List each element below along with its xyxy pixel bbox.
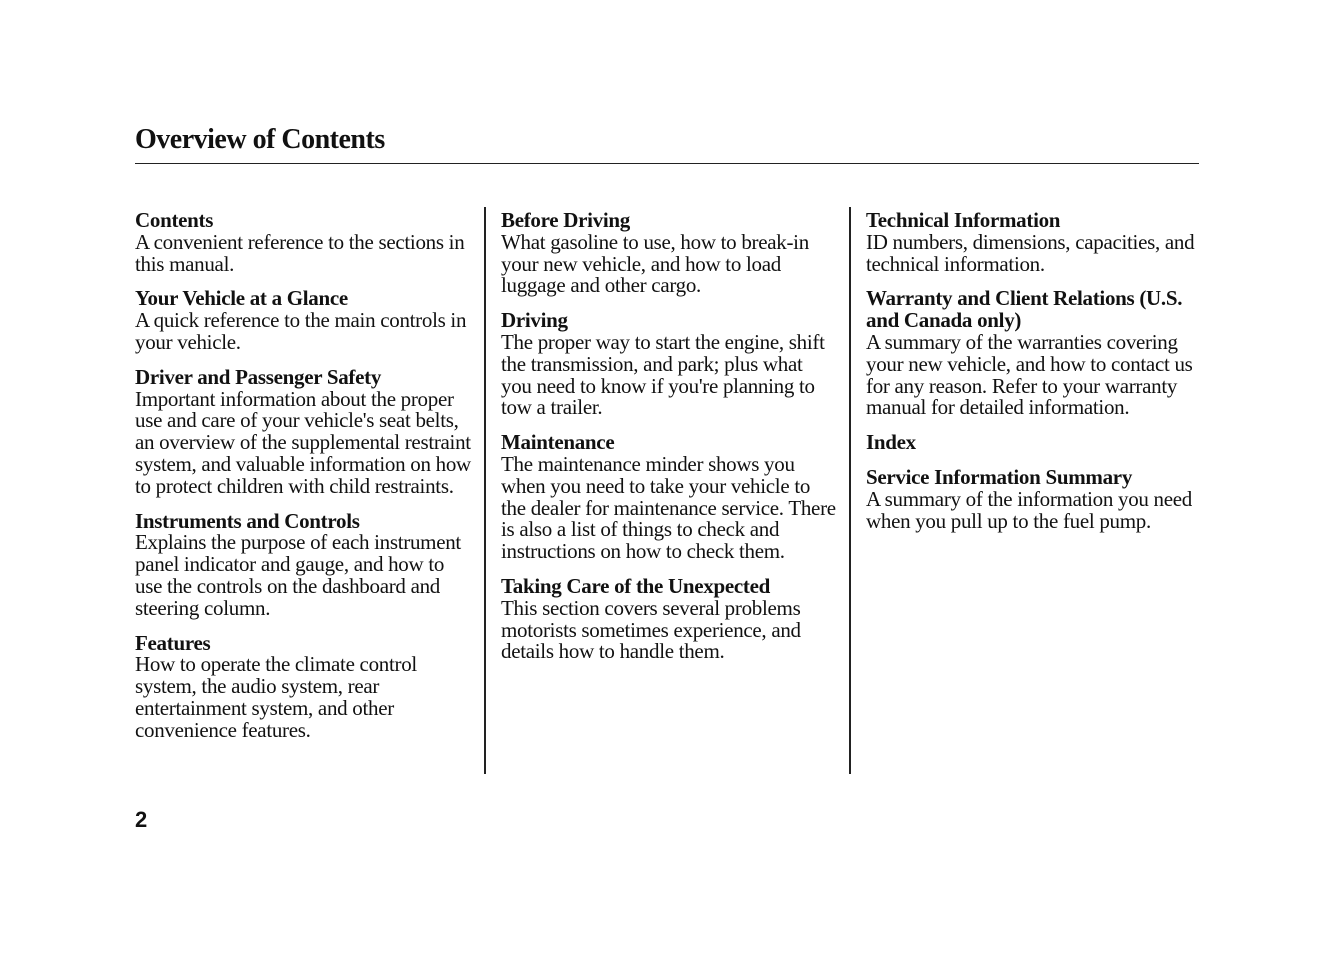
section-description: Important information about the proper use and care of your vehicle's seat belts, an overview of the supplemental restraint system, and valuable information on how to protect children with child restraints. (135, 386, 471, 498)
section-description: A quick reference to the main controls in your vehicle. (135, 308, 467, 354)
section-description: The proper way to start the engine, shift the transmission, and park; plus what you need to know if you're planning to tow a trailer. (501, 329, 825, 420)
section-title[interactable]: Maintenance (501, 430, 615, 455)
section-service-information-summary[interactable] (866, 464, 1209, 532)
section-description: This section covers several problems motorists sometimes experience, and details how to handle them. (501, 595, 801, 664)
section-driving[interactable] (501, 307, 838, 419)
section-title[interactable]: Contents (135, 208, 214, 232)
section-description: The maintenance minder shows you when you need to take your vehicle to the dealer for maintenance service. There is also a list of things to check and instructions on how to check them. (501, 451, 836, 564)
title-divider (135, 163, 1199, 164)
section-maintenance[interactable] (501, 429, 838, 563)
section-contents[interactable] (135, 207, 473, 275)
section-title[interactable]: Taking Care of the Unexpected (501, 573, 770, 598)
contents-column-3 (849, 207, 1209, 774)
section-taking-care-unexpected[interactable] (501, 573, 838, 663)
section-title[interactable]: Technical Information (866, 208, 1061, 232)
section-driver-passenger-safety[interactable] (135, 364, 473, 498)
section-vehicle-at-a-glance[interactable] (135, 285, 473, 353)
section-description: What gasoline to use, how to break-in your new vehicle, and how to load luggage and other cargo. (501, 229, 809, 298)
section-title[interactable]: Index (866, 430, 916, 455)
page-number: 2 (135, 807, 148, 832)
section-title[interactable]: Features (135, 630, 211, 655)
section-features[interactable] (135, 630, 473, 742)
section-description: How to operate the climate control system, the audio system, rear entertainment system, and other convenience features. (135, 652, 417, 742)
section-index[interactable] (866, 429, 1209, 454)
section-title[interactable]: Before Driving (501, 208, 630, 232)
page-title: Overview of Contents (135, 124, 385, 155)
section-title[interactable]: Driving (501, 308, 568, 333)
section-warranty-client-relations[interactable] (866, 285, 1209, 419)
section-description: A summary of the information you need when you pull up to the fuel pump. (866, 486, 1192, 533)
section-before-driving[interactable] (501, 207, 838, 297)
section-title[interactable]: Driver and Passenger Safety (135, 364, 382, 389)
section-title[interactable]: Warranty and Client Relations (U.S. and Canada only) (866, 286, 1183, 333)
section-description: A summary of the warranties covering your new vehicle, and how to contact us for any reason. Refer to your warranty manual for detailed information. (866, 329, 1193, 420)
section-title[interactable]: Instruments and Controls (135, 508, 360, 533)
section-description: Explains the purpose of each instrument panel indicator and gauge, and how to use the controls on the dashboard and steering column. (135, 530, 461, 620)
section-description: ID numbers, dimensions, capacities, and technical information. (866, 229, 1195, 276)
section-description: A convenient reference to the sections in this manual. (135, 229, 465, 276)
contents-column-2 (484, 207, 838, 774)
section-technical-information[interactable] (866, 207, 1209, 275)
section-title[interactable]: Service Information Summary (866, 464, 1133, 489)
contents-column-1 (135, 207, 473, 774)
section-instruments-controls[interactable] (135, 508, 473, 620)
section-title[interactable]: Your Vehicle at a Glance (135, 286, 348, 311)
